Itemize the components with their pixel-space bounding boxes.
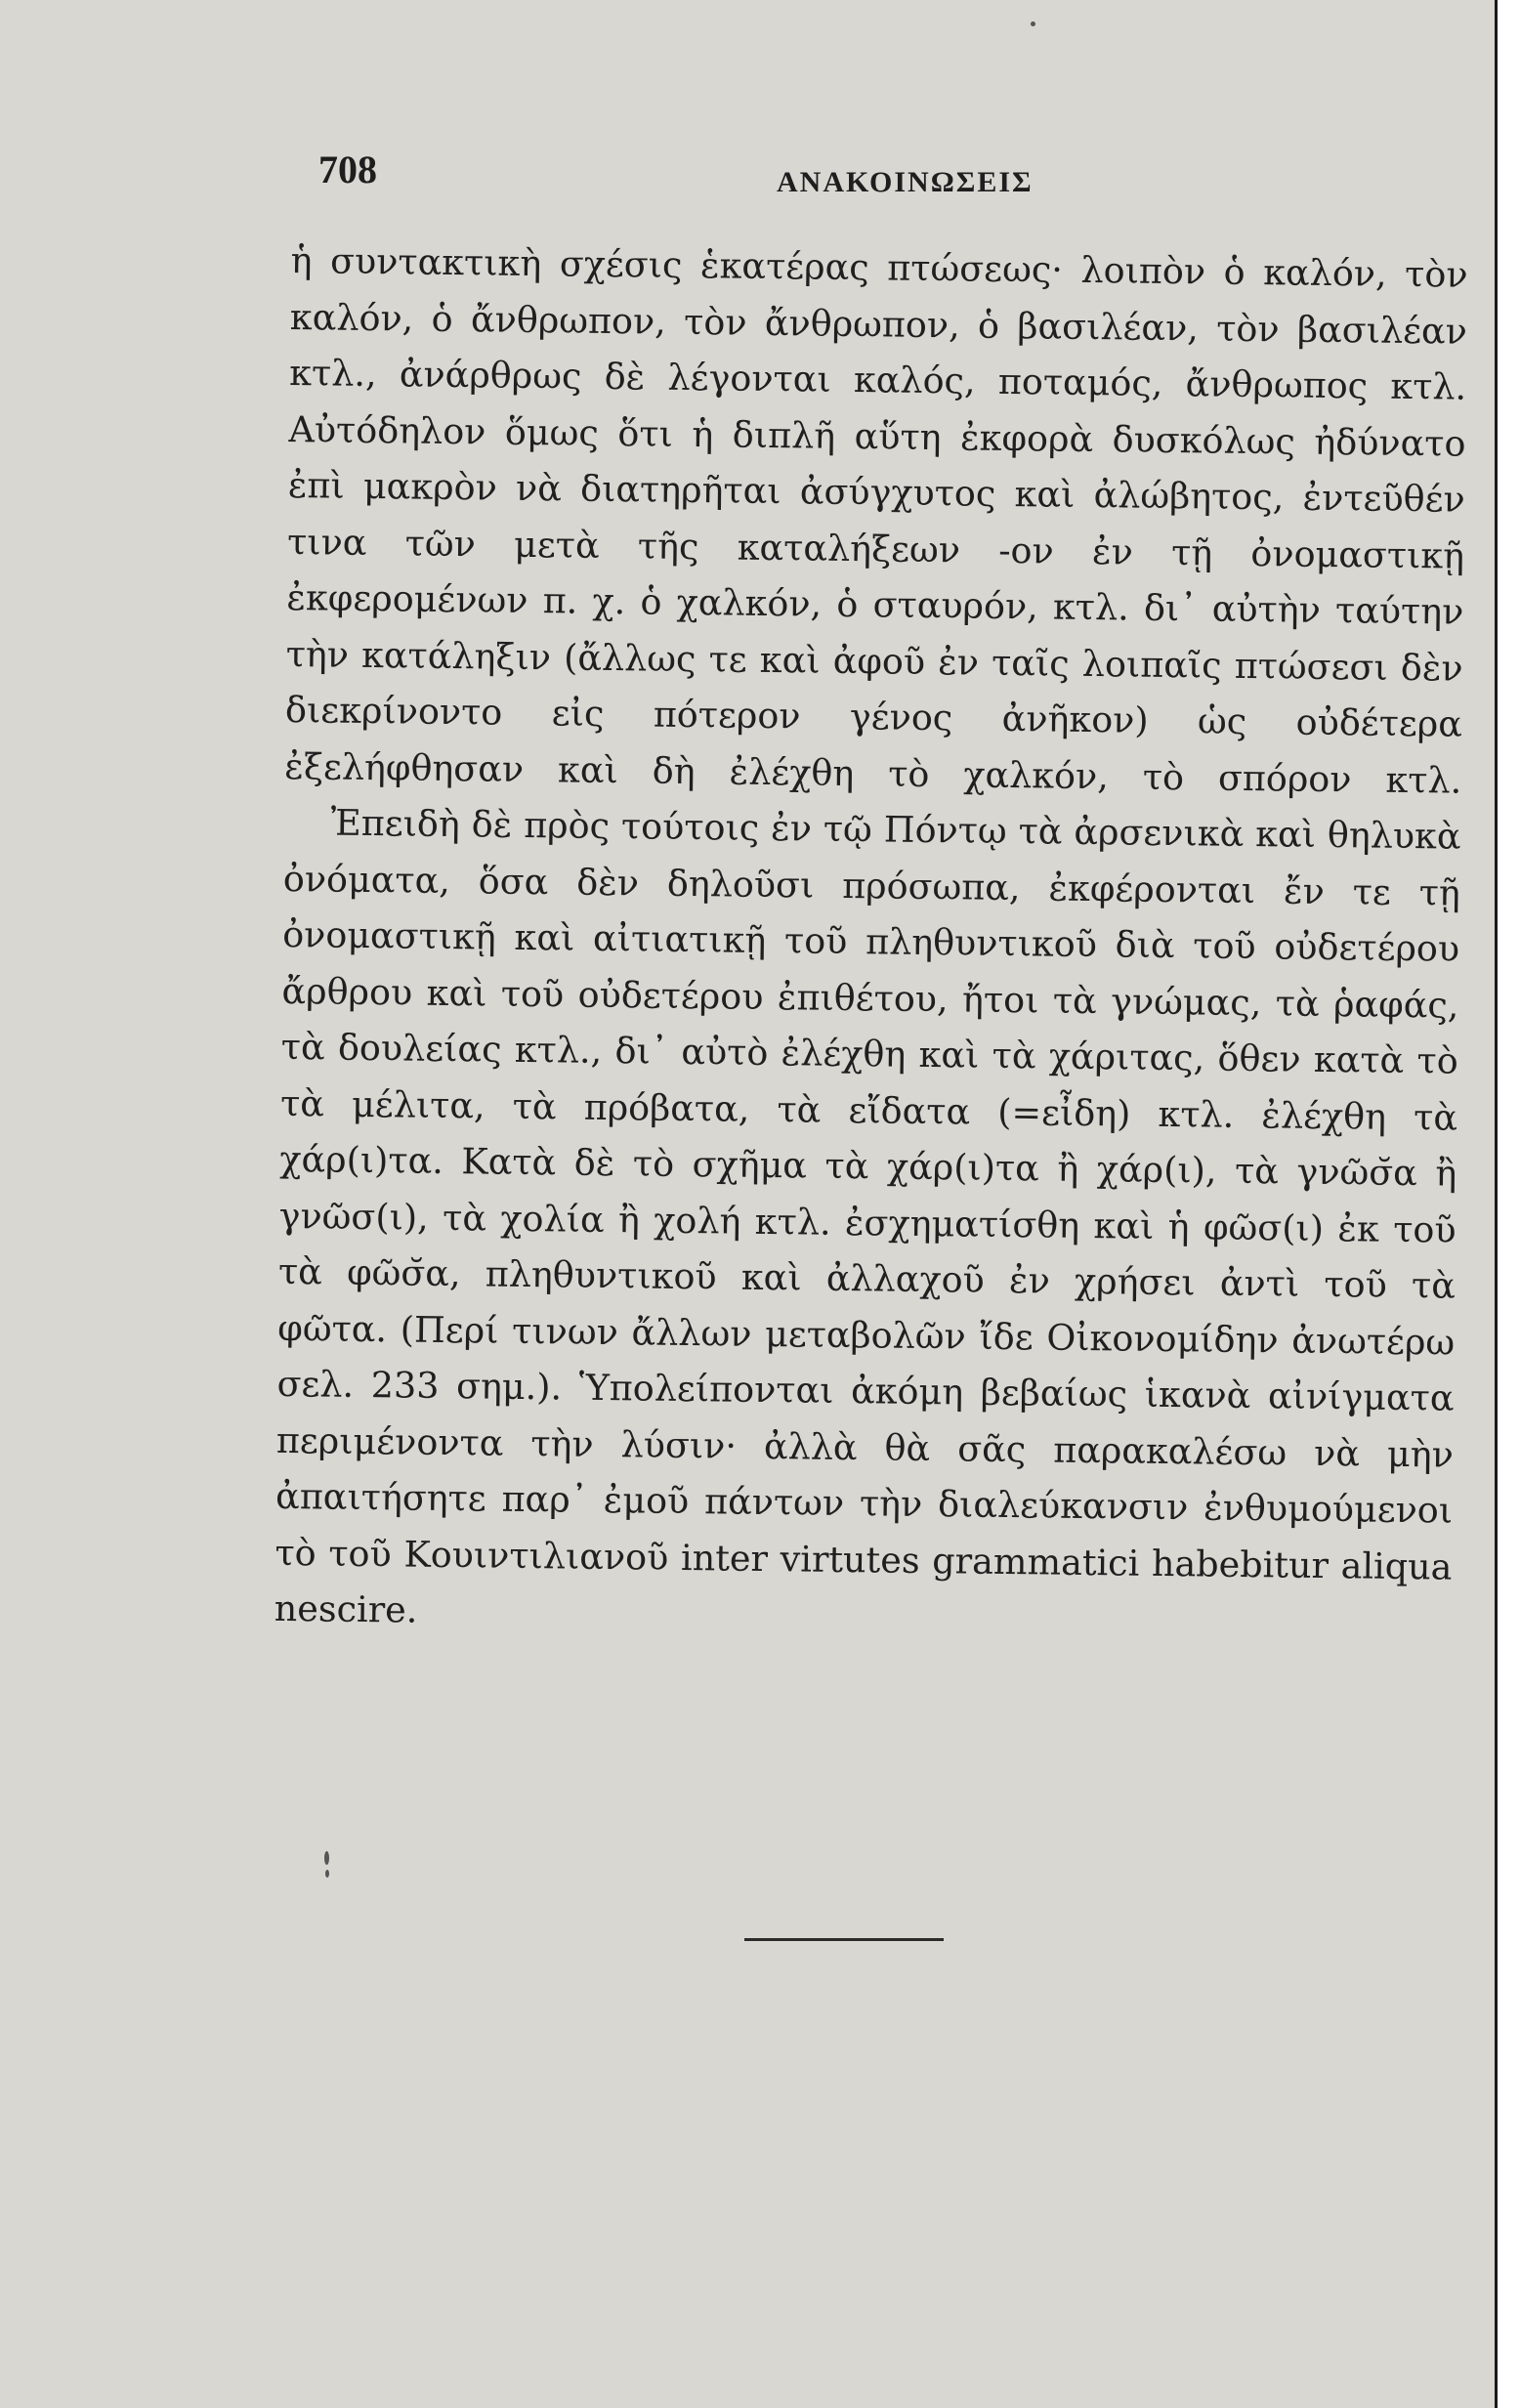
running-title: ΑΝΑΚΟΙΝΩΣΕΙΣ xyxy=(777,166,1034,198)
end-rule xyxy=(744,1938,944,1941)
page-number: 708 xyxy=(318,148,377,191)
paragraph-2: Ἐπειδὴ δὲ πρὸς τούτοις ἐν τῷ Πόντῳ τὰ ἀρσενικὰ καὶ θηλυκὰ ὀνόματα, ὅσα δὲν δηλοῦσι πρόσωπα, ἐκφέρονται ἔν τε τῇ ὀνομαστικῇ καὶ αἰτιατικῇ τοῦ πληθυντικοῦ διὰ τοῦ οὐδετέρου ἄρθρου καὶ τοῦ οὐδετέρου ἐπιθέτου, ἤτοι τὰ γνώμας, τὰ ῥαφάς, τὰ δουλείας κτλ., δι᾽ αὐτὸ ἐλέχθη καὶ τὰ χάριτας, ὅθεν κατὰ τὸ τὰ μέλιτα, τὰ πρόβατα, τὰ εἴδατα (=εἶδη) κτλ. ἐλέχθη τὰ χάρ(ι)τα. Κατὰ δὲ τὸ σχῆμα τὰ χάρ(ι)τα ἢ χάρ(ι), τὰ γνῶσ̆α ἢ γνῶσ(ι), τὰ χολία ἢ χολή κτλ. ἐσχηματίσθη καὶ ἡ φῶσ(ι) ἐκ τοῦ τὰ φῶσ̆α, πληθυντικοῦ καὶ ἀλλαχοῦ ἐν χρήσει ἀντὶ τοῦ τὰ φῶτα. (Περί τινων ἄλλων μεταβολῶν ἴδε Οἰκονομίδην ἀνωτέρω σελ. 233 σημ.). Ὑπολείπονται ἀκόμη βεβαίως ἱκανὰ αἰνίγματα περιμένοντα τὴν λύσιν· ἀλλὰ θὰ σᾶς παρακαλέσω νὰ μὴν ἀπαιτήσητε παρ᾽ ἐμοῦ πάντων τὴν διαλεύκανσιν ἐνθυμούμενοι τὸ τοῦ Κουιντιλιανοῦ inter virtutes grammatici habebitur aliqua nescire. xyxy=(274,801,1461,1631)
print-speck xyxy=(325,1870,329,1878)
print-speck xyxy=(1031,21,1035,26)
page-edge xyxy=(1495,0,1520,2408)
print-speck xyxy=(324,1851,329,1865)
body-text xyxy=(274,232,1467,1651)
paragraph-1: ἡ συντακτικὴ σχέσις ἑκατέρας πτώσεως· λοιπὸν ὁ καλόν, τὸν καλόν, ὁ ἄνθρωπον, τὸν ἄνθρωπον, ὁ βασιλέαν, τὸν βασιλέαν κτλ., ἀνάρθρως δὲ λέγονται καλός, ποταμός, ἄνθρωπος κτλ. Αὐτόδηλον ὅμως ὅτι ἡ διπλῆ αὕτη ἐκφορὰ δυσκόλως ἠδύνατο ἐπὶ μακρὸν νὰ διατηρῆται ἀσύγχυτος καὶ ἀλώβητος, ἐντεῦθέν τινα τῶν μετὰ τῆς καταλήξεων -ον ἐν τῇ ὀνομαστικῇ ἐκφερομένων π. χ. ὁ χαλκόν, ὁ σταυρόν, κτλ. δι᾽ αὐτὴν ταύτην τὴν κατάληξιν (ἄλλως τε καὶ ἀφοῦ ἐν ταῖς λοιπαῖς πτώσεσι δὲν διεκρίνοντο εἰς πότερον γένος ἀνῆκον) ὡς οὐδέτερα ἐξελήφθησαν καὶ δὴ ἐλέχθη τὸ χαλκόν, τὸ σπόρον κτλ. xyxy=(284,238,1468,802)
